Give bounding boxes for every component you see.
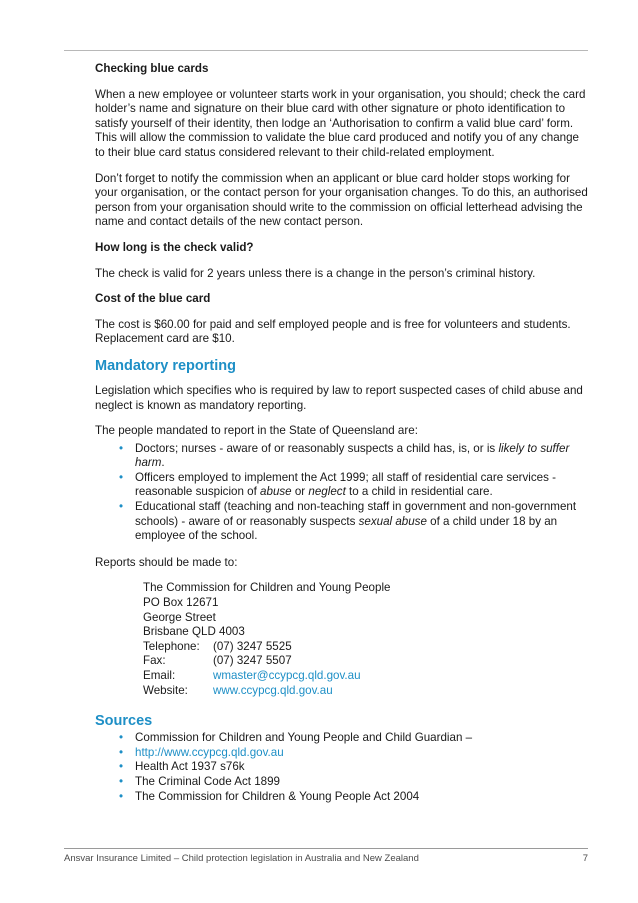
checking-paragraph: When a new employee or volunteer starts work in your organisation, you should; check the card holder’s name and signature on their blue card with other signature or photo identification to satisfy yourself of their identity, then lodge an ‘Authorisation to confirm a valid blue card’ form. This will allow the commission to validate the blue card produced and notify you of any change to their blue card status considered relevant to their child-related employment. bbox=[95, 87, 586, 159]
cost-text: The cost is $60.00 for paid and self employed people and is free for volunteers and students. Replacement card are $10. bbox=[95, 317, 571, 346]
address-po: PO Box 12671 bbox=[143, 596, 219, 610]
telephone-row: Telephone: (07) 3247 5525 bbox=[143, 639, 292, 653]
website-link[interactable]: www.ccypcg.qld.gov.au bbox=[213, 683, 333, 697]
mandated-list bbox=[95, 442, 590, 544]
page-content bbox=[95, 62, 590, 816]
list-item: • Educational staff (teaching and non-teaching staff in government and non-government schools) - aware of or reasonably suspects sexual abuse of a child under 18 by an employee of the school. bbox=[119, 500, 590, 544]
address-city: Brisbane QLD 4003 bbox=[143, 625, 245, 639]
sources-list bbox=[95, 731, 590, 804]
footer-divider bbox=[64, 848, 588, 849]
email-link[interactable]: wmaster@ccypcg.qld.gov.au bbox=[213, 669, 361, 682]
fax-row: Fax: (07) 3247 5507 bbox=[143, 654, 292, 668]
header-divider bbox=[64, 50, 588, 51]
list-item: • The Commission for Children & Young People Act 2004 bbox=[119, 790, 590, 805]
address-org: The Commission for Children and Young People bbox=[143, 581, 391, 595]
reports-to-text: Reports should be made to: bbox=[95, 555, 238, 569]
validity-text: The check is valid for 2 years unless there is a change in the person’s criminal history. bbox=[95, 266, 536, 280]
validity-heading: How long is the check valid? bbox=[95, 240, 254, 254]
page-footer bbox=[64, 853, 588, 864]
list-item: • Officers employed to implement the Act 1999; all staff of residential care services - reasonable suspicion of abuse or neglect to a child in residential care. bbox=[119, 471, 590, 500]
mandatory-reporting-heading: Mandatory reporting bbox=[95, 357, 236, 374]
footer-text: Ansvar Insurance Limited – Child protection legislation in Australia and New Zealand bbox=[64, 853, 419, 864]
sources-heading: Sources bbox=[95, 713, 153, 730]
checking-blue-cards-heading: Checking blue cards bbox=[95, 62, 209, 75]
website-row: Website: www.ccypcg.qld.gov.au bbox=[143, 683, 333, 697]
mandated-intro: The people mandated to report in the State of Queensland are: bbox=[95, 424, 418, 438]
list-item: • Health Act 1937 s76k bbox=[119, 760, 590, 775]
mandatory-intro: Legislation which specifies who is required by law to report suspected cases of child abuse and neglect is known as mandatory reporting. bbox=[95, 383, 583, 412]
page-number: 7 bbox=[582, 853, 588, 864]
list-item: • The Criminal Code Act 1899 bbox=[119, 775, 590, 790]
address-street: George Street bbox=[143, 610, 216, 624]
email-row: Email: wmaster@ccypcg.qld.gov.au bbox=[143, 669, 361, 682]
cost-heading: Cost of the blue card bbox=[95, 292, 211, 306]
sources-link[interactable]: • http://www.ccypcg.qld.gov.au bbox=[119, 746, 590, 761]
list-item: • Doctors; nurses - aware of or reasonably suspects a child has, is, or is likely to suffer harm. bbox=[119, 442, 590, 471]
list-item: • Commission for Children and Young People and Child Guardian – bbox=[119, 731, 590, 746]
notify-paragraph: Don’t forget to notify the commission when an applicant or blue card holder stops working for your organisation, or the contact person for your organisation changes. To do this, an authorised person from your organisation should write to the commission on official letterhead advising the name and contact details of the new contact person. bbox=[95, 171, 588, 229]
contact-address bbox=[143, 581, 590, 698]
